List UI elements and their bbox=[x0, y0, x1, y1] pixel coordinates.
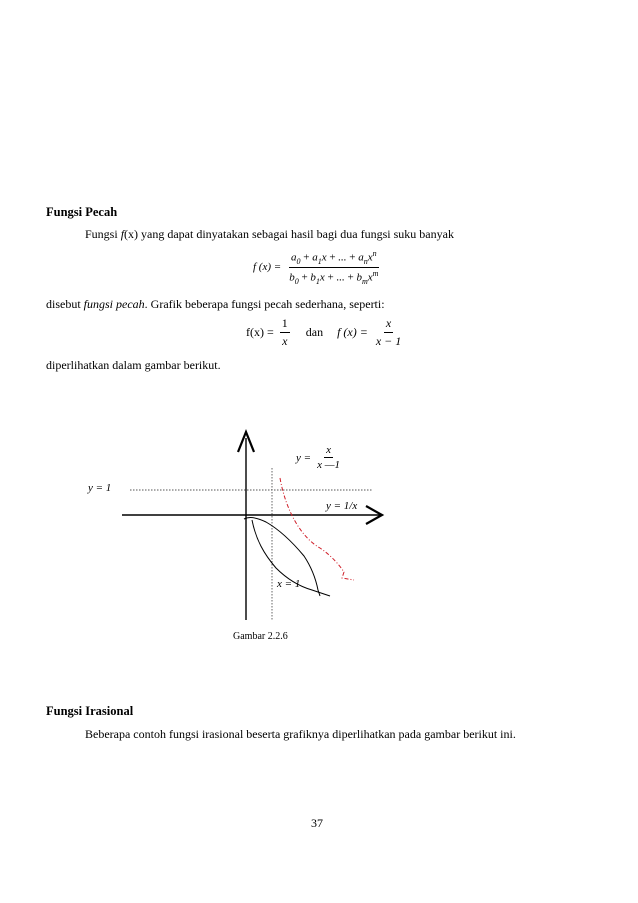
section-heading-fungsi-irasional: Fungsi Irasional bbox=[46, 704, 134, 718]
label-fx-numerator: x bbox=[326, 444, 331, 456]
formula-lhs: f (x) = bbox=[253, 261, 282, 274]
figure-caption: Gambar 2.2.6 bbox=[233, 631, 288, 642]
label-x-over-x-minus-1 bbox=[296, 444, 342, 471]
curve-x-over-x-minus-1 bbox=[280, 478, 354, 580]
label-fx-fraction bbox=[315, 444, 342, 471]
intro-f: f bbox=[120, 227, 125, 241]
label-fx-lhs: y = bbox=[296, 451, 312, 464]
irrational-intro-paragraph: Beberapa contoh fungsi irasional beserta grafiknya diperlihatkan pada gambar berikut ini. bbox=[85, 727, 516, 741]
line2-term: fungsi pecah bbox=[83, 297, 145, 311]
intro-rest: yang dapat dinyatakan sebagai hasil bagi dua fungsi suku banyak bbox=[138, 227, 454, 241]
definition-line bbox=[46, 297, 385, 312]
formula-denominator: $b_0 + b_1x$ + ... + $b_mx^m$ bbox=[289, 268, 379, 286]
intro-prefix: Fungsi bbox=[85, 227, 121, 241]
example1-numerator: 1 bbox=[280, 316, 290, 333]
label-x-equals-1: x = 1 bbox=[277, 578, 301, 590]
line2-prefix: disebut bbox=[46, 297, 84, 311]
example1-denominator: x bbox=[282, 334, 288, 348]
rational-function-formula bbox=[253, 249, 380, 286]
intro-paragraph bbox=[85, 227, 454, 242]
example1-fraction bbox=[280, 316, 290, 349]
page-number: 37 bbox=[311, 816, 323, 830]
section-heading-fungsi-pecah: Fungsi Pecah bbox=[46, 205, 118, 219]
line2-rest: . Grafik beberapa fungsi pecah sederhana, seperti: bbox=[144, 297, 385, 311]
label-reciprocal: y = 1/x bbox=[326, 500, 358, 512]
example-formulas bbox=[246, 316, 403, 349]
graph-svg bbox=[80, 420, 410, 640]
example-dan: dan bbox=[305, 325, 324, 339]
intro-x: (x) bbox=[124, 227, 139, 241]
example2-fraction bbox=[374, 316, 403, 349]
figure-intro-line: diperlihatkan dalam gambar berikut. bbox=[46, 358, 221, 372]
example2-denominator: x − 1 bbox=[375, 334, 402, 348]
label-fx-denominator: x —1 bbox=[317, 459, 340, 471]
rational-functions-graph bbox=[80, 420, 410, 640]
example2-numerator: x bbox=[384, 316, 393, 333]
label-y-equals-1: y = 1 bbox=[88, 482, 112, 494]
formula-fraction bbox=[287, 249, 380, 286]
example2-lhs: f (x) = bbox=[337, 325, 368, 339]
example1-lhs: f(x) = bbox=[246, 325, 274, 339]
formula-numerator: $a_0 + a_1x$ + ... + $a_nx^n$ bbox=[290, 249, 377, 266]
